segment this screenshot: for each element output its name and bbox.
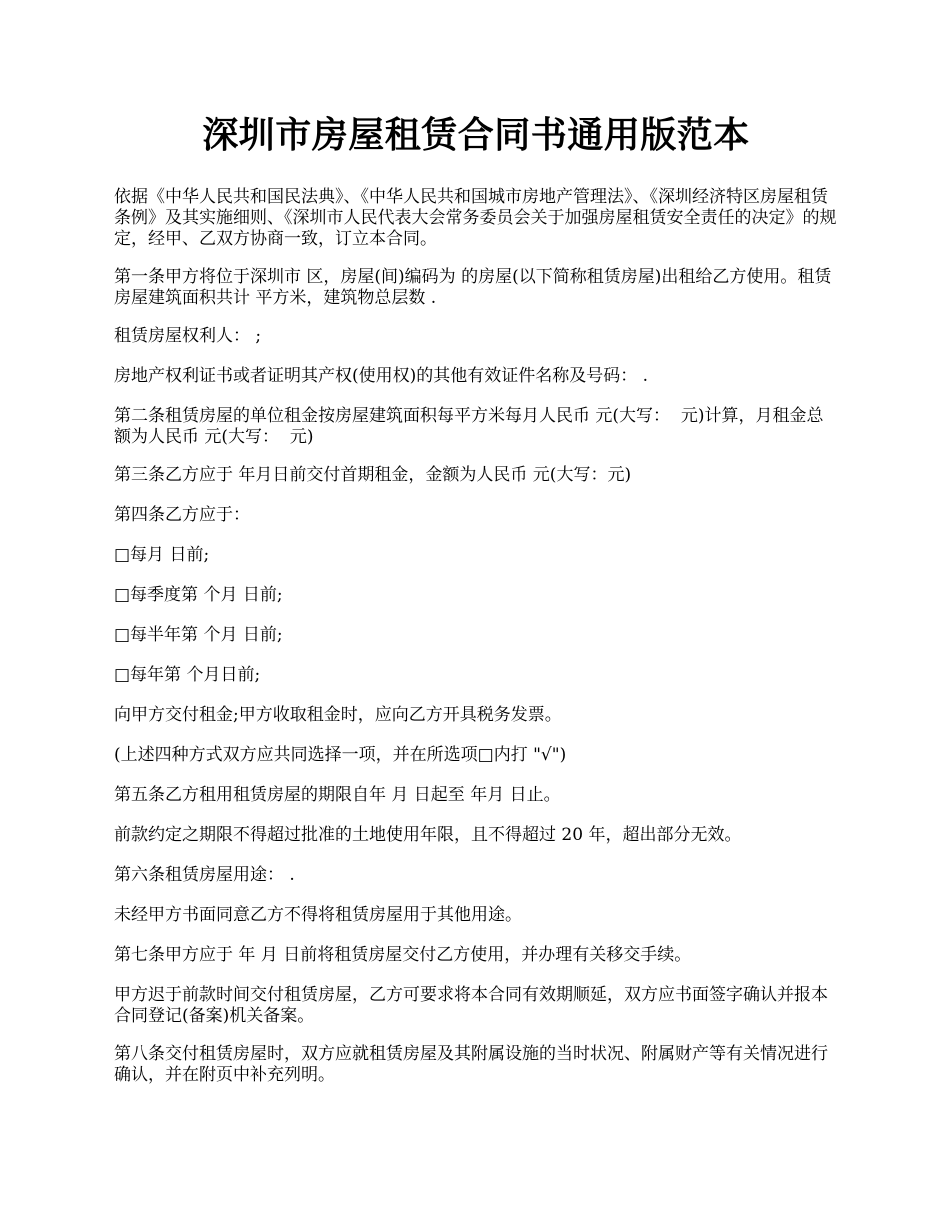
certificate-paragraph: 房地产权利证书或者证明其产权(使用权)的其他有效证件名称及号码： . xyxy=(114,366,649,386)
document-title: 深圳市房屋租赁合同书通用版范本 xyxy=(202,114,750,156)
article-6-paragraph: 第六条租赁房屋用途： . xyxy=(114,865,295,885)
article-4-paragraph: 第四条乙方应于： xyxy=(114,505,250,525)
article-2-paragraph: 第二条租赁房屋的单位租金按房屋建筑面积每平方米每月人民币 元(大写： 元)计算，月租金总额为人民币 元(大写： 元) xyxy=(114,406,824,447)
term-limit-paragraph: 前款约定之期限不得超过批准的土地使用年限，且不得超过 20 年，超出部分无效。 xyxy=(114,825,742,845)
article-3-paragraph: 第三条乙方应于 年月日前交付首期租金，金额为人民币 元(大写：元) xyxy=(114,465,632,485)
payment-option-quarterly: □每季度第 个月 日前; xyxy=(114,585,283,605)
payment-option-semiannual: □每半年第 个月 日前; xyxy=(114,625,283,645)
article-7-paragraph: 第七条甲方应于 年 月 日前将租赁房屋交付乙方使用，并办理有关移交手续。 xyxy=(114,945,692,965)
owner-paragraph: 租赁房屋权利人： ; xyxy=(114,326,262,346)
article-5-paragraph: 第五条乙方租用租赁房屋的期限自年 月 日起至 年月 日止。 xyxy=(114,785,561,805)
selection-note-paragraph: (上述四种方式双方应共同选择一项，并在所选项□内打 "√") xyxy=(114,745,567,765)
payment-invoice-paragraph: 向甲方交付租金;甲方收取租金时，应向乙方开具税务发票。 xyxy=(114,705,562,725)
payment-option-monthly: □每月 日前; xyxy=(114,545,210,565)
article-1-paragraph: 第一条甲方将位于深圳市 区，房屋(间)编码为 的房屋(以下简称租赁房屋)出租给乙方使用。租赁房屋建筑面积共计 平方米，建筑物总层数 . xyxy=(114,267,832,308)
article-8-paragraph: 第八条交付租赁房屋时，双方应就租赁房屋及其附属设施的当时状况、附属财产等有关情况进行确认，并在附页中补充列明。 xyxy=(114,1044,828,1085)
payment-option-annual: □每年第 个月日前; xyxy=(114,665,261,685)
preamble-paragraph: 依据《中华人民共和国民法典》、《中华人民共和国城市房地产管理法》、《深圳经济特区房屋租赁条例》及其实施细则、《深圳市人民代表大会常务委员会关于加强房屋租赁安全责任的决定》的规定，经甲、乙双方协商一致，订立本合同。 xyxy=(114,187,837,249)
usage-restriction-paragraph: 未经甲方书面同意乙方不得将租赁房屋用于其他用途。 xyxy=(114,905,522,925)
late-delivery-paragraph: 甲方迟于前款时间交付租赁房屋，乙方可要求将本合同有效期顺延，双方应书面签字确认并报本合同登记(备案)机关备案。 xyxy=(114,985,828,1026)
